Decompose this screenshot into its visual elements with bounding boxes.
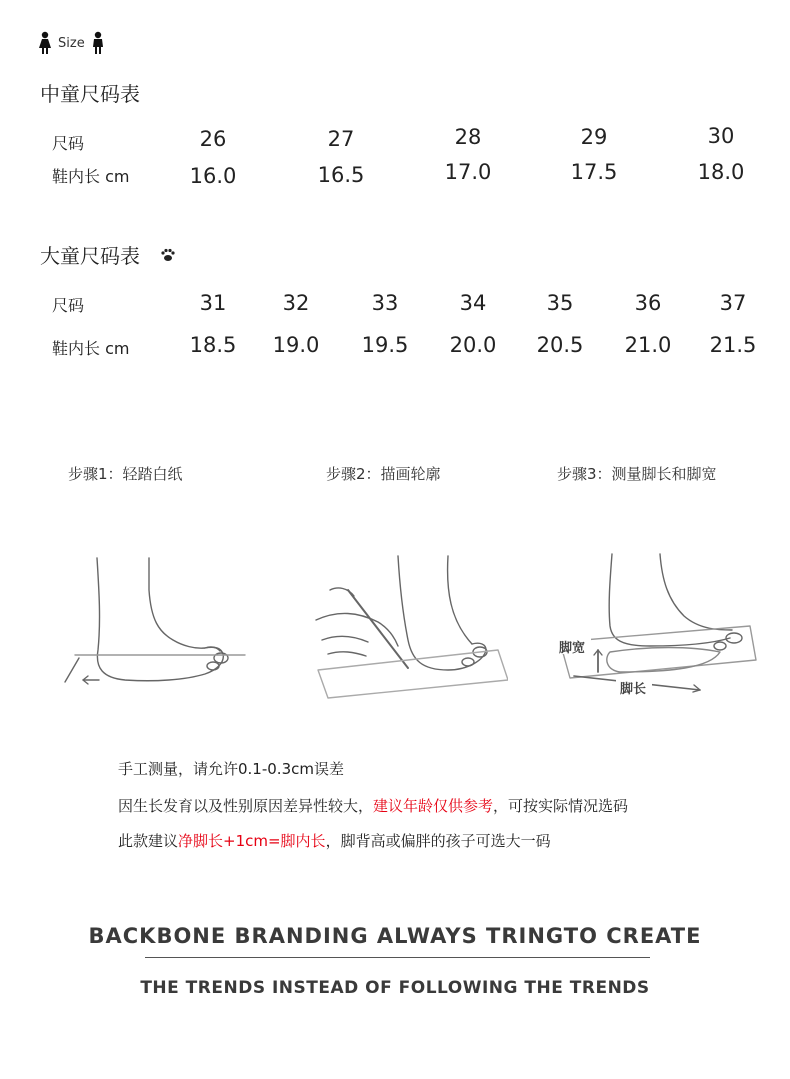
foot-width-label: 脚宽 — [559, 641, 586, 656]
step-3-label: 步骤3：测量脚长和脚宽 — [557, 465, 717, 483]
large-length-cell: 20.5 — [536, 333, 584, 357]
note-line-2 — [118, 795, 628, 816]
large-length-cell: 20.0 — [449, 333, 497, 357]
large-length-cell: 21.5 — [709, 333, 757, 357]
step-3-measuring-illustration — [550, 550, 770, 710]
large-length-cell: 19.0 — [272, 333, 320, 357]
large-table-title: 大童尺码表 — [40, 244, 140, 268]
large-length-row-label: 鞋内长 cm — [52, 339, 130, 358]
note-line-3-text-a: 此款建议 — [118, 832, 179, 850]
large-size-cell: 35 — [546, 291, 574, 315]
slogan-divider — [145, 957, 650, 958]
large-length-cell: 18.5 — [189, 333, 237, 357]
note-line-3 — [118, 830, 551, 851]
slogan-line-2: THE TRENDS INSTEAD OF FOLLOWING THE TRENDS — [140, 978, 650, 998]
paw-icon — [160, 248, 176, 262]
note-line-2-text-b: ，可按实际情况选码 — [493, 797, 629, 815]
medium-length-cell: 18.0 — [697, 160, 745, 184]
medium-length-cell: 17.0 — [444, 160, 492, 184]
large-size-cell: 36 — [634, 291, 662, 315]
medium-length-cell: 16.0 — [189, 164, 237, 188]
girl-icon — [38, 31, 52, 55]
size-label: Size — [58, 35, 85, 51]
medium-size-row-label: 尺码 — [52, 134, 85, 153]
step-2-label: 步骤2：描画轮廓 — [326, 465, 441, 483]
note-line-2-text-a: 因生长发育以及性别原因差异性较大， — [118, 797, 374, 815]
step-2-tracing-illustration — [308, 550, 508, 700]
size-header — [38, 30, 105, 56]
note-line-1: 手工测量，请允许0.1-0.3cm误差 — [118, 760, 344, 778]
foot-length-label: 脚长 — [620, 682, 647, 697]
medium-size-cell: 30 — [707, 124, 735, 148]
medium-length-cell: 16.5 — [317, 163, 365, 187]
medium-size-cell: 29 — [580, 125, 608, 149]
medium-size-cell: 28 — [454, 125, 482, 149]
slogan-line-1: BACKBONE BRANDING ALWAYS TRINGTO CREATE — [88, 924, 702, 948]
note-line-3-highlight: 净脚长+1cm=脚内长 — [178, 832, 326, 850]
note-line-3-text-b: ，脚背高或偏胖的孩子可选大一码 — [325, 832, 551, 850]
medium-length-row-label: 鞋内长 cm — [52, 167, 130, 186]
note-line-2-highlight: 建议年龄仅供参考 — [373, 797, 494, 815]
large-size-cell: 37 — [719, 291, 747, 315]
large-length-cell: 21.0 — [624, 333, 672, 357]
medium-table-title: 中童尺码表 — [40, 82, 140, 106]
medium-size-cell: 27 — [327, 127, 355, 151]
large-size-cell: 33 — [371, 291, 399, 315]
medium-size-cell: 26 — [199, 127, 227, 151]
step-1-foot-illustration — [55, 550, 265, 700]
large-length-cell: 19.5 — [361, 333, 409, 357]
large-size-cell: 34 — [459, 291, 487, 315]
large-size-row-label: 尺码 — [52, 296, 85, 315]
step-1-label: 步骤1：轻踏白纸 — [68, 465, 183, 483]
medium-length-cell: 17.5 — [570, 160, 618, 184]
large-size-cell: 32 — [282, 291, 310, 315]
boy-icon — [91, 31, 105, 55]
large-size-cell: 31 — [199, 291, 227, 315]
